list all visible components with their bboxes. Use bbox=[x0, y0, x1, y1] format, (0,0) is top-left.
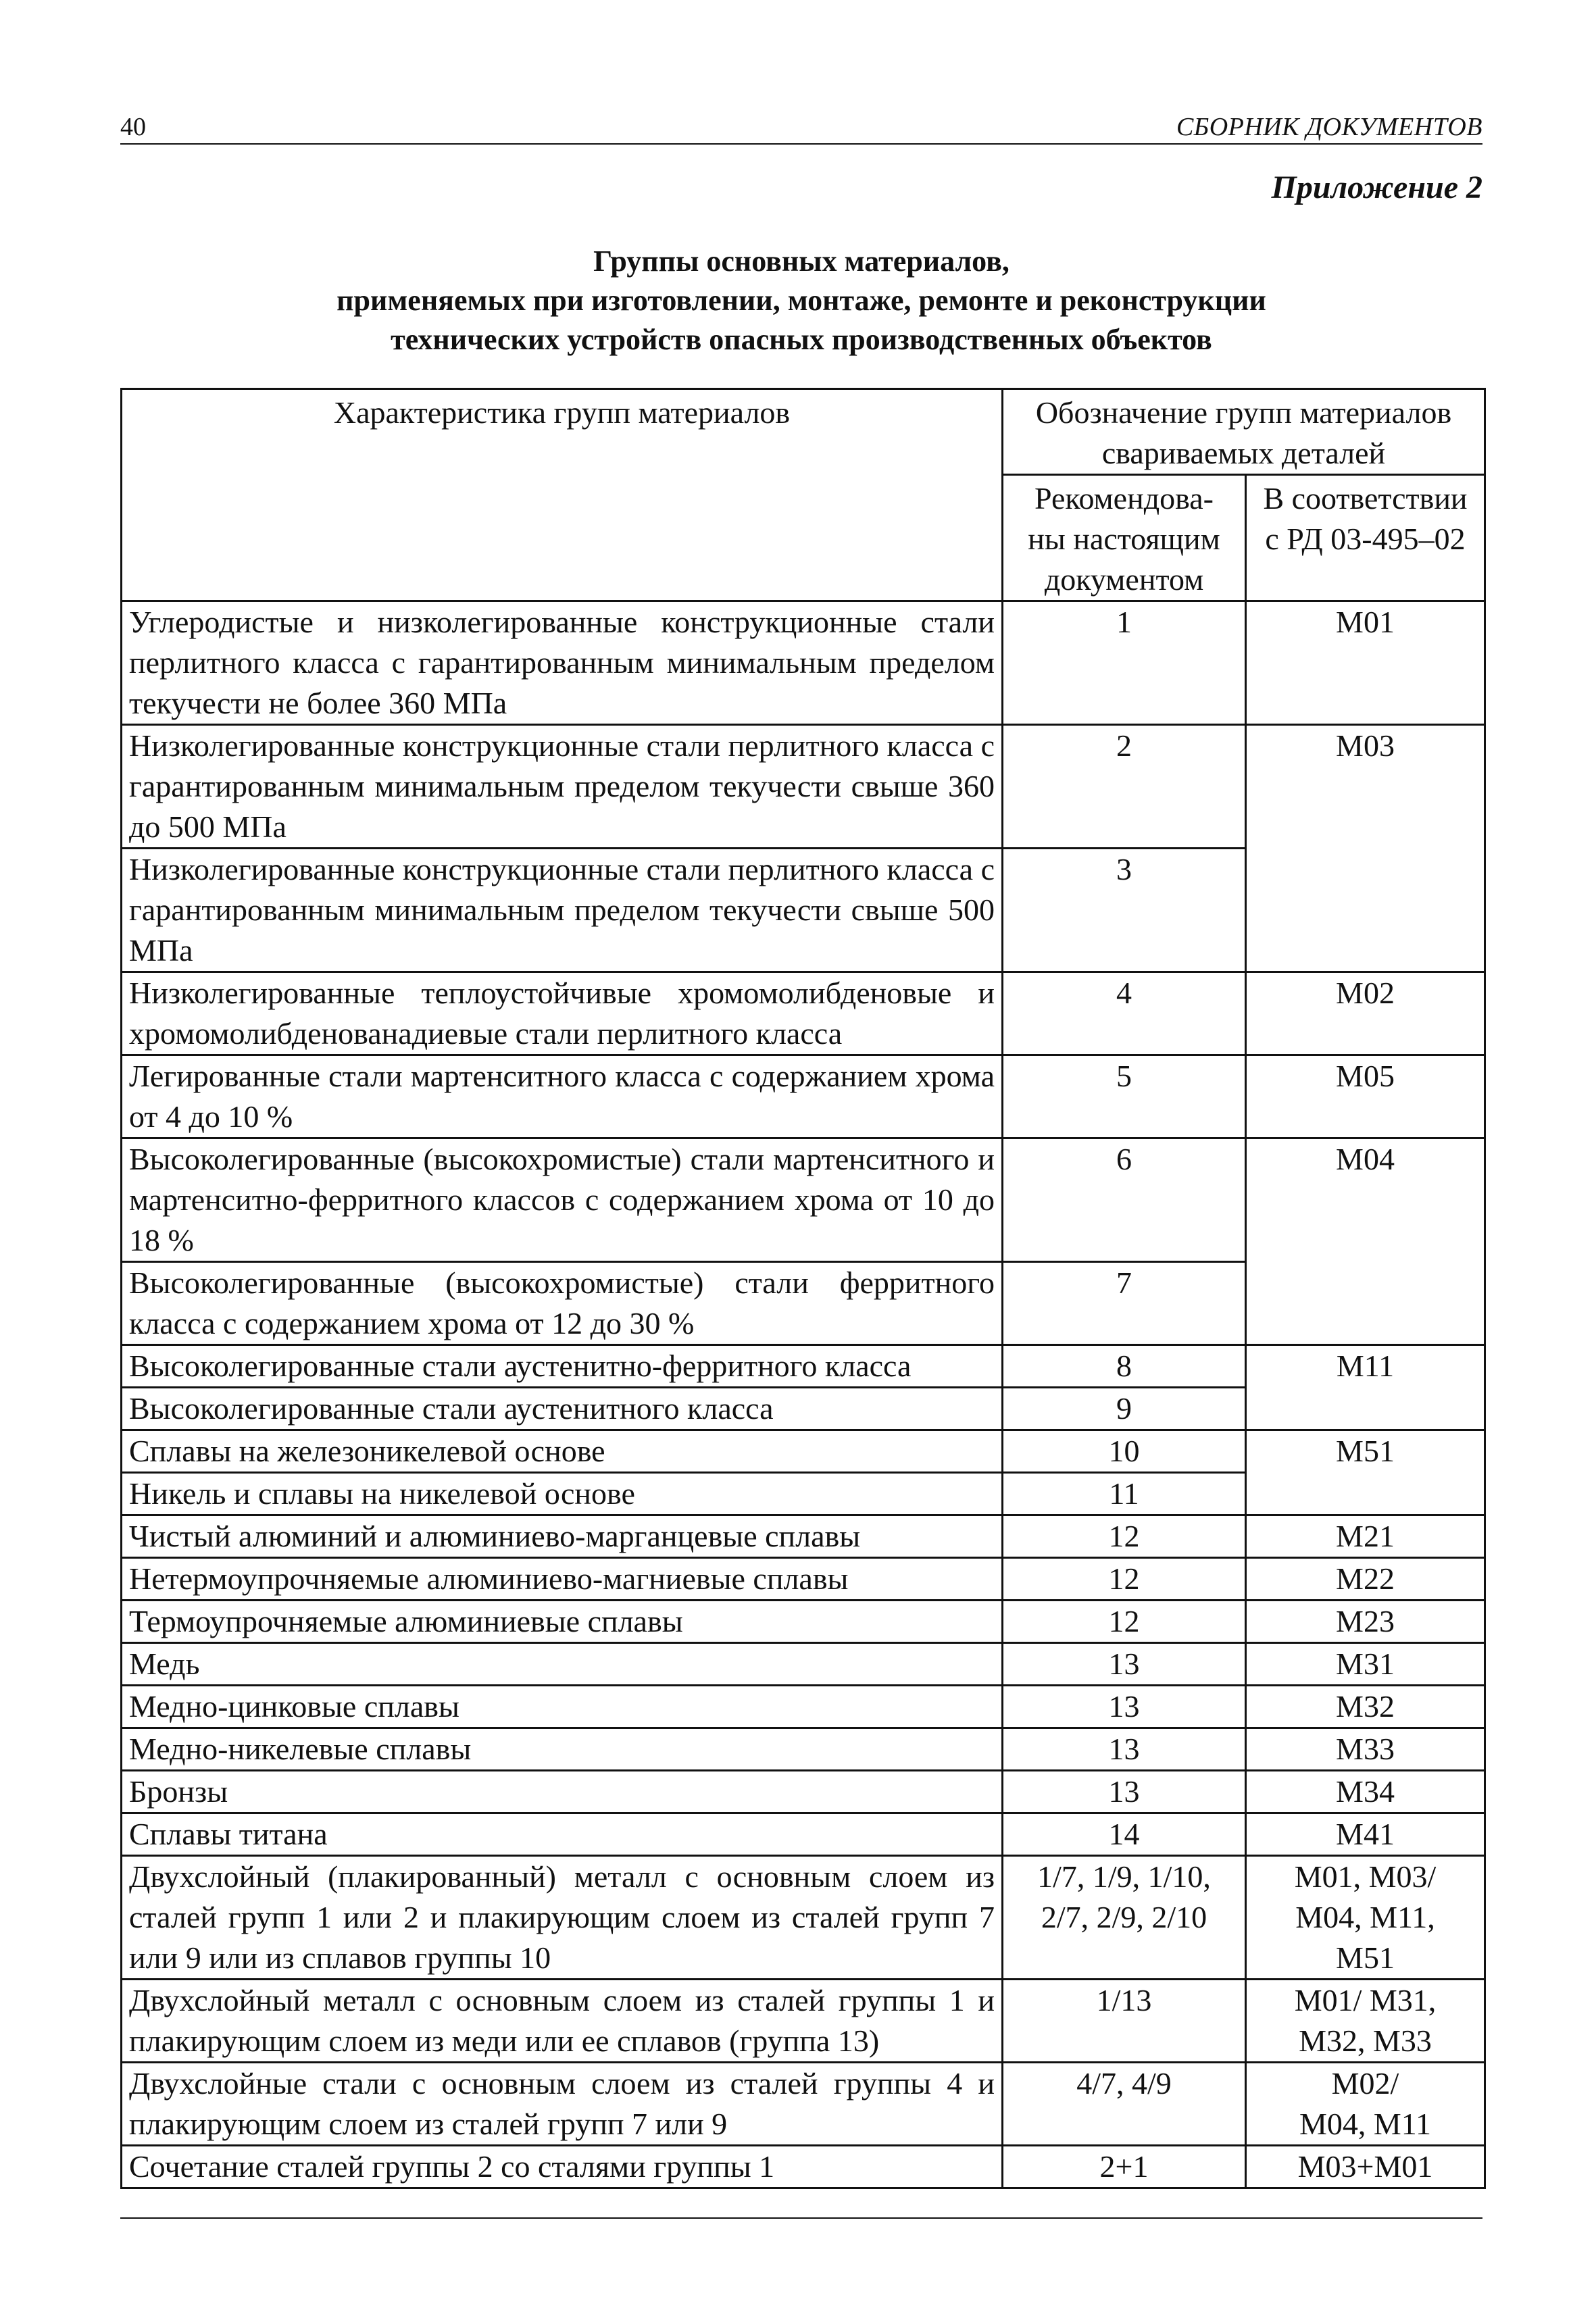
table-row bbox=[122, 972, 1485, 1055]
row-description: Двухслойные стали с основным слоем из сталей группы 4 и плакирующим слоем из сталей групп 7 или 9 bbox=[122, 2063, 1003, 2146]
row-code: М01, М03/ М04, М11, М51 bbox=[1246, 1856, 1485, 1980]
row-group: 13 bbox=[1003, 1771, 1246, 1813]
row-code: М32 bbox=[1246, 1686, 1485, 1728]
title-line-3: технических устройств опасных производственных объектов bbox=[391, 323, 1212, 356]
row-group: 3 bbox=[1003, 849, 1246, 972]
row-group: 4/7, 4/9 bbox=[1003, 2063, 1246, 2146]
row-description: Бронзы bbox=[122, 1771, 1003, 1813]
title-line-1: Группы основных материалов, bbox=[593, 245, 1009, 278]
table-row bbox=[122, 1055, 1485, 1138]
table-row bbox=[122, 1430, 1485, 1473]
row-code: М31 bbox=[1246, 1643, 1485, 1686]
row-group: 1/7, 1/9, 1/10, 2/7, 2/9, 2/10 bbox=[1003, 1856, 1246, 1980]
row-group: 2+1 bbox=[1003, 2146, 1246, 2188]
row-group: 13 bbox=[1003, 1686, 1246, 1728]
row-group: 4 bbox=[1003, 972, 1246, 1055]
row-group: 5 bbox=[1003, 1055, 1246, 1138]
row-description: Высоколегированные стали аустенитного класса bbox=[122, 1388, 1003, 1430]
table-row bbox=[122, 1856, 1485, 1980]
row-code: М23 bbox=[1246, 1601, 1485, 1643]
table-row bbox=[122, 1643, 1485, 1686]
header-designation: Обозначение групп материалов свариваемых деталей bbox=[1003, 389, 1485, 475]
row-group: 9 bbox=[1003, 1388, 1246, 1430]
row-description: Сплавы титана bbox=[122, 1813, 1003, 1856]
row-description: Низколегированные конструкционные стали перлитного класса с гарантированным минимальным пределом текучести свыше 500 МПа bbox=[122, 849, 1003, 972]
row-description: Никель и сплавы на никелевой основе bbox=[122, 1473, 1003, 1515]
row-description: Двухслойный (плакированный) металл с основным слоем из сталей групп 1 или 2 и плакирующим слоем из сталей групп 7 или 9 или из сплавов группы 10 bbox=[122, 1856, 1003, 1980]
footer-rule bbox=[120, 2217, 1482, 2219]
row-code: М33 bbox=[1246, 1728, 1485, 1771]
row-group: 1 bbox=[1003, 601, 1246, 725]
row-group: 13 bbox=[1003, 1728, 1246, 1771]
table-row bbox=[122, 1771, 1485, 1813]
row-group: 7 bbox=[1003, 1262, 1246, 1345]
table-row bbox=[122, 1686, 1485, 1728]
row-code: М01 bbox=[1246, 601, 1485, 725]
row-description: Медно-никелевые сплавы bbox=[122, 1728, 1003, 1771]
row-code: М03+М01 bbox=[1246, 2146, 1485, 2188]
header-characteristic: Характеристика групп материалов bbox=[122, 389, 1003, 601]
row-group: 10 bbox=[1003, 1430, 1246, 1473]
row-group: 12 bbox=[1003, 1558, 1246, 1601]
table-row bbox=[122, 1558, 1485, 1601]
table-row bbox=[122, 1980, 1485, 2063]
running-title: СБОРНИК ДОКУМЕНТОВ bbox=[1176, 113, 1482, 141]
row-group: 2 bbox=[1003, 725, 1246, 849]
header-rd: В соответствии с РД 03-495–02 bbox=[1246, 475, 1485, 601]
appendix-label: Приложение 2 bbox=[1271, 170, 1482, 205]
row-description: Легированные стали мартенситного класса с содержанием хрома от 4 до 10 % bbox=[122, 1055, 1003, 1138]
row-code: М03 bbox=[1246, 725, 1485, 972]
row-group: 8 bbox=[1003, 1345, 1246, 1388]
row-group: 6 bbox=[1003, 1138, 1246, 1262]
table-row bbox=[122, 601, 1485, 725]
row-description: Медно-цинковые сплавы bbox=[122, 1686, 1003, 1728]
row-code: М04 bbox=[1246, 1138, 1485, 1345]
table-row bbox=[122, 2146, 1485, 2188]
page-number: 40 bbox=[120, 113, 146, 141]
table-row bbox=[122, 725, 1485, 849]
row-group: 12 bbox=[1003, 1515, 1246, 1558]
row-description: Нетермоупрочняемые алюминиево-магниевые сплавы bbox=[122, 1558, 1003, 1601]
row-code: М21 bbox=[1246, 1515, 1485, 1558]
title-line-2: применяемых при изготовлении, монтаже, ремонте и реконструкции bbox=[336, 284, 1266, 317]
table-row bbox=[122, 1601, 1485, 1643]
table-row bbox=[122, 1515, 1485, 1558]
table-row bbox=[122, 1813, 1485, 1856]
row-group: 1/13 bbox=[1003, 1980, 1246, 2063]
row-group: 14 bbox=[1003, 1813, 1246, 1856]
row-description: Чистый алюминий и алюминиево-марганцевые сплавы bbox=[122, 1515, 1003, 1558]
row-code: М01/ М31, М32, М33 bbox=[1246, 1980, 1485, 2063]
row-description: Углеродистые и низколегированные конструкционные стали перлитного класса с гарантированным минимальным пределом текучести не более 360 МПа bbox=[122, 601, 1003, 725]
row-description: Сочетание сталей группы 2 со сталями группы 1 bbox=[122, 2146, 1003, 2188]
material-groups-table bbox=[120, 388, 1486, 2189]
row-code: М22 bbox=[1246, 1558, 1485, 1601]
row-code: М34 bbox=[1246, 1771, 1485, 1813]
row-code: М41 bbox=[1246, 1813, 1485, 1856]
row-description: Термоупрочняемые алюминиевые сплавы bbox=[122, 1601, 1003, 1643]
table-row bbox=[122, 1345, 1485, 1388]
row-description: Низколегированные теплоустойчивые хромомолибденовые и хромомолибденованадиевые стали перлитного класса bbox=[122, 972, 1003, 1055]
header-rule bbox=[120, 143, 1482, 145]
row-code: М05 bbox=[1246, 1055, 1485, 1138]
row-description: Высоколегированные (высокохромистые) стали ферритного класса с содержанием хрома от 12 до 30 % bbox=[122, 1262, 1003, 1345]
row-code: М02/ М04, М11 bbox=[1246, 2063, 1485, 2146]
row-description: Низколегированные конструкционные стали перлитного класса с гарантированным минимальным пределом текучести свыше 360 до 500 МПа bbox=[122, 725, 1003, 849]
table-row bbox=[122, 2063, 1485, 2146]
row-code: М51 bbox=[1246, 1430, 1485, 1515]
table-row bbox=[122, 1728, 1485, 1771]
row-description: Сплавы на железоникелевой основе bbox=[122, 1430, 1003, 1473]
row-code: М02 bbox=[1246, 972, 1485, 1055]
row-description: Высоколегированные стали аустенитно-ферритного класса bbox=[122, 1345, 1003, 1388]
row-description: Двухслойный металл с основным слоем из сталей группы 1 и плакирующим слоем из меди или ее сплавов (группа 13) bbox=[122, 1980, 1003, 2063]
row-group: 11 bbox=[1003, 1473, 1246, 1515]
table-row bbox=[122, 1138, 1485, 1262]
document-title bbox=[120, 242, 1482, 359]
row-description: Медь bbox=[122, 1643, 1003, 1686]
row-description: Высоколегированные (высокохромистые) стали мартенситного и мартенситно-ферритного классов с содержанием хрома от 10 до 18 % bbox=[122, 1138, 1003, 1262]
row-code: М11 bbox=[1246, 1345, 1485, 1430]
row-group: 13 bbox=[1003, 1643, 1246, 1686]
row-group: 12 bbox=[1003, 1601, 1246, 1643]
header-recommended: Рекомендова- ны настоящим документом bbox=[1003, 475, 1246, 601]
